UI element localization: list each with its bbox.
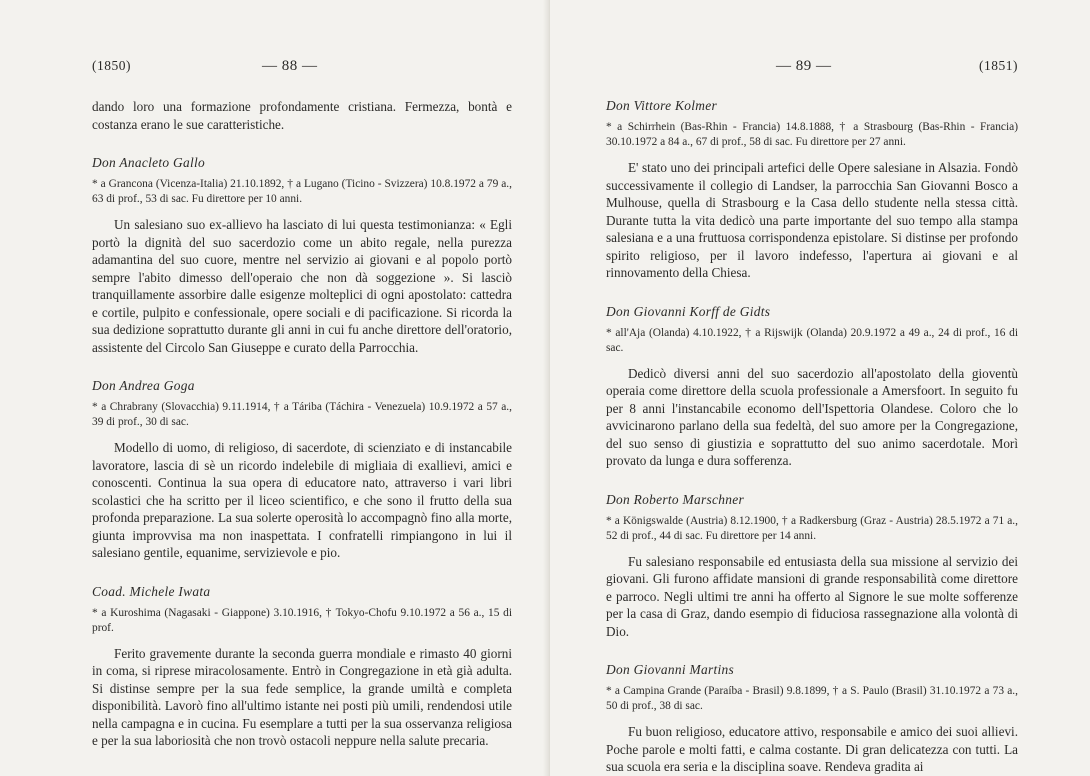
entry-name: Don Giovanni Korff de Gidts — [606, 303, 771, 319]
entry-text: Dedicò diversi anni del suo sacerdozio all'apostolato della gioventù operaia come direttore della scuola professionale a Amersfoort. In seguito fu per 8 anni l'instancabile economo dell'Ispettoria Olandese. Coloro che lo avvicinarono parlano della sua fedeltà, del suo amore per la Congregazione, del suo senso di giustizia e soprattutto del suo animo sacerdotale. Morì provato da lunga e dura sofferenza. — [606, 365, 1018, 468]
entry-name: Don Vittore Kolmer — [606, 98, 718, 113]
entry-text: Fu buon religioso, educatore attivo, responsabile e amico dei suoi allievi. Poche parole e molti fatti, e calma costante. Di gran delicatezza con tutti. La sua scuola era seria e la disciplina soave. Rendeva gradita ai — [606, 724, 1018, 774]
right-page — [550, 0, 1090, 776]
entry-name: Don Giovanni Martins — [606, 662, 734, 677]
right-page-header — [606, 58, 1018, 80]
obituary-entry — [92, 378, 512, 562]
entry-bio: * a Schirrhein (Bas-Rhin - Francia) 14.8.1888, † a Strasbourg (Bas-Rhin - Francia) 30.10.1972 a 84 a., 67 di prof., 58 di sac. Fu direttore per 27 anni. — [606, 121, 1018, 148]
obituary-entry — [606, 304, 1018, 470]
obituary-entry — [606, 98, 1018, 282]
entry-text: Un salesiano suo ex-allievo ha lasciato di lui questa testimonianza: « Egli portò la dignità del suo sacerdozio come un abito regale, nella purezza adamantina del suo cuore, mentre nel servizio ai giovani e al popolo portò sempre l'abito dimesso dell'operaio che non dà soggezione ». Si lasciò tranquillamente assorbire dalle esigenze molteplici di ogni apostolato: cattedra e cortile, pulpito e confessionale, opere sociali e di pacificazione. Si ricorda la sua dedizione soprattutto durante gli anni in cui fu anche direttore dell'oratorio, assistente del Circolo San Giuseppe e curato della Parrocchia. — [92, 217, 512, 355]
entry-bio: * a Chrabrany (Slovacchia) 9.11.1914, † a Táriba (Táchira - Venezuela) 10.9.1972 a 57 a., 39 di prof., 30 di sac. — [92, 401, 512, 428]
entry-name: Don Anacleto Gallo — [92, 155, 206, 170]
entry-bio: * a Königswalde (Austria) 8.12.1900, † a Radkersburg (Graz - Austria) 28.5.1972 a 71 a., 52 di prof., 44 di sac. Fu direttore per 14 anni. — [606, 514, 1018, 542]
entry-bio: * a Kuroshima (Nagasaki - Giappone) 3.10.1916, † Tokyo-Chofu 9.10.1972 a 56 a., 15 di prof. — [92, 606, 512, 634]
right-page-number: — 89 — — [776, 58, 832, 74]
entry-bio: * a Campina Grande (Paraíba - Brasil) 9.8.1899, † a S. Paulo (Brasil) 31.10.1972 a 73 a., 50 di prof., 38 di sac. — [606, 685, 1018, 712]
entry-text: E' stato uno dei principali artefici delle Opere salesiane in Alsazia. Fondò successivamente il collegio di Landser, la parrocchia San Giovanni Bosco a Mulhouse, quella di Strasbourg e la Casa dello studente nella stessa città. Durante tutta la vita dedicò una parte importante del suo tempo alla stampa salesiana e a una fruttuosa corrispondenza epistolare. Si distinse per profondo spirito religioso, per il lavoro indefesso, l'apertura ai giovani e al rinnovamento della Chiesa. — [606, 160, 1018, 280]
entry-bio: * all'Aja (Olanda) 4.10.1922, † a Rijswijk (Olanda) 20.9.1972 a 49 a., 24 di prof., 16 di sac. — [606, 326, 1018, 354]
obituary-entry — [606, 492, 1018, 641]
left-intro-text: dando loro una formazione profondamente cristiana. Fermezza, bontà e costanza erano le sue caratteristiche. — [92, 99, 512, 132]
entry-text: Ferito gravemente durante la seconda guerra mondiale e rimasto 40 giorni in coma, si riprese miracolosamente. Entrò in Congregazione in età già adulta. Si distinse sempre per la sua fede semplice, la grande umiltà e completa disponibilità. Lavorò fino all'ultimo istante nei posti più umili, rendendosi utile nella campagna e in cucina. Fu esemplare a tutti per la sua osservanza religiosa e per la sua laboriosità che non trovò ostacoli neppure nella salute precaria. — [92, 645, 512, 748]
obituary-entry — [606, 662, 1018, 776]
entry-name: Coad. Michele Iwata — [92, 583, 211, 599]
entry-name: Don Roberto Marschner — [606, 491, 744, 507]
left-page-number: — 88 — — [262, 58, 318, 74]
entry-name: Don Andrea Goga — [92, 378, 195, 393]
obituary-entry — [92, 584, 512, 750]
left-year: (1850) — [92, 58, 131, 73]
entry-bio: * a Grancona (Vicenza-Italia) 21.10.1892, † a Lugano (Ticino - Svizzera) 10.8.1972 a 79 a., 63 di prof., 53 di sac. Fu direttore per 10 anni. — [92, 178, 512, 205]
left-page-header — [92, 58, 512, 80]
entry-text: Fu salesiano responsabile ed entusiasta della sua missione al servizio dei giovani. Gli furono affidate mansioni di grande responsabilità come direttore e parroco. Negli ultimi tre anni ha offerto al Signore le sue molte sofferenze per la casa di Graz, dando esempio di fiduciosa rassegnazione alla volontà di Dio. — [606, 553, 1018, 639]
entry-text: Modello di uomo, di religioso, di sacerdote, di scienziato e di instancabile lavoratore, lascia di sè un ricordo indelebile di migliaia di exallievi, amici e conoscenti. Continua la sua opera di educatore nato, attraverso i vari libri scolastici che ha scritto per il liceo scientifico, e che sono il frutto della sua profonda preparazione. La sua solerte operosità lo accompagnò fino alla morte, giunta improvvisa ma non inaspettata. I confratelli rimpiangono in lui il salesiano gentile, equanime, servizievole e pio. — [92, 440, 512, 560]
obituary-entry — [92, 155, 512, 356]
right-year: (1851) — [979, 58, 1018, 73]
